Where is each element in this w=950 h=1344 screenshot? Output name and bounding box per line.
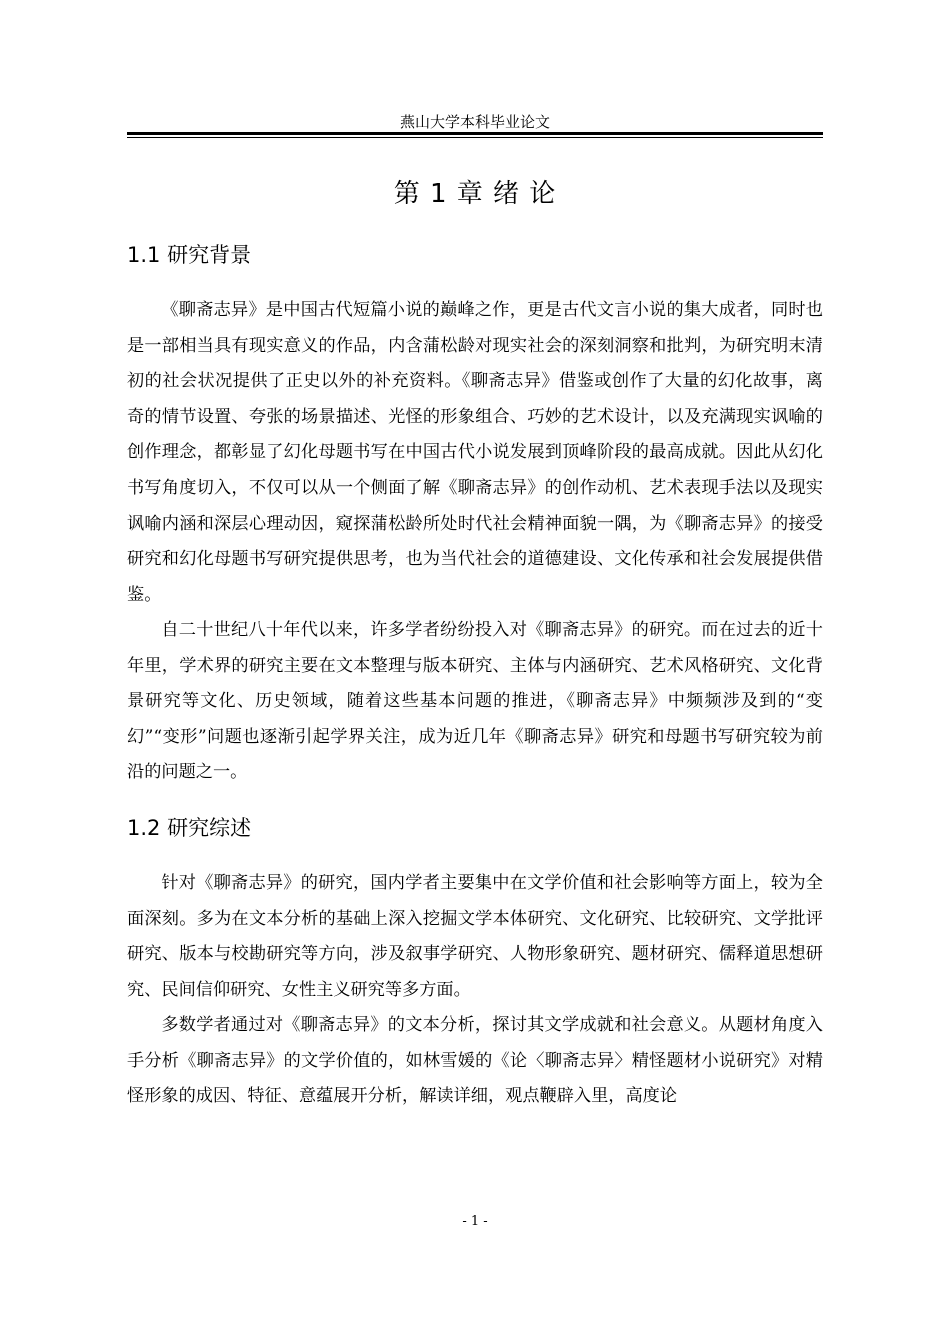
paragraph-review-1: 针对《聊斋志异》的研究，国内学者主要集中在文学价值和社会影响等方面上，较为全面深刻。多为在文本分析的基础上深入挖掘文学本体研究、文化研究、比较研究、文学批评研究、版本与校勘研究等方向，涉及叙事学研究、人物形象研究、题材研究、儒释道思想研究、民间信仰研究、女性主义研究等多方面。 (127, 873, 823, 1000)
section-heading-1-2: 1.2 研究综述 (127, 816, 252, 840)
paragraph-background-1: 《聊斋志异》是中国古代短篇小说的巅峰之作，更是古代文言小说的集大成者，同时也是一部相当具有现实意义的作品，内含蒲松龄对现实社会的深刻洞察和批判，为研究明末清初的社会状况提供了正史以外的补充资料。《聊斋志异》借鉴或创作了大量的幻化故事，离奇的情节设置、夸张的场景描述、光怪的形象组合、巧妙的艺术设计，以及充满现实讽喻的创作理念，都彰显了幻化母题书写在中国古代小说发展到顶峰阶段的最高成就。因此从幻化书写角度切入，不仅可以从一个侧面了解《聊斋志异》的创作动机、艺术表现手法以及现实讽喻内涵和深层心理动因，窥探蒲松龄所处时代社会精神面貌一隅，为《聊斋志异》的接受研究和幻化母题书写研究提供思考，也为当代社会的道德建设、文化传承和社会发展提供借鉴。 (127, 300, 823, 605)
running-header: 燕山大学本科毕业论文 (399, 113, 550, 131)
page-number: - 1 - (462, 1214, 488, 1229)
header-rule-thick (127, 132, 823, 135)
paragraph-background-2: 自二十世纪八十年代以来，许多学者纷纷投入对《聊斋志异》的研究。而在过去的近十年里，学术界的研究主要在文本整理与版本研究、主体与内涵研究、艺术风格研究、文化背景研究等文化、历史领域，随着这些基本问题的推进，《聊斋志异》中频频涉及到的“变幻”“变形”问题也逐渐引起学界关注，成为近几年《聊斋志异》研究和母题书写研究较为前沿的问题之一。 (127, 620, 823, 783)
header-rule-thin (127, 137, 823, 138)
header-double-rule (127, 132, 823, 138)
paragraph-review-2: 多数学者通过对《聊斋志异》的文本分析，探讨其文学成就和社会意义。从题材角度入手分析《聊斋志异》的文学价值的，如林雪媛的《论〈聊斋志异〉精怪题材小说研究》对精怪形象的成因、特征、意蕴展开分析，解读详细，观点鞭辟入里，高度论 (127, 1015, 823, 1107)
section-heading-1-1: 1.1 研究背景 (127, 243, 252, 267)
chapter-title: 第 1 章 绪 论 (393, 179, 557, 209)
